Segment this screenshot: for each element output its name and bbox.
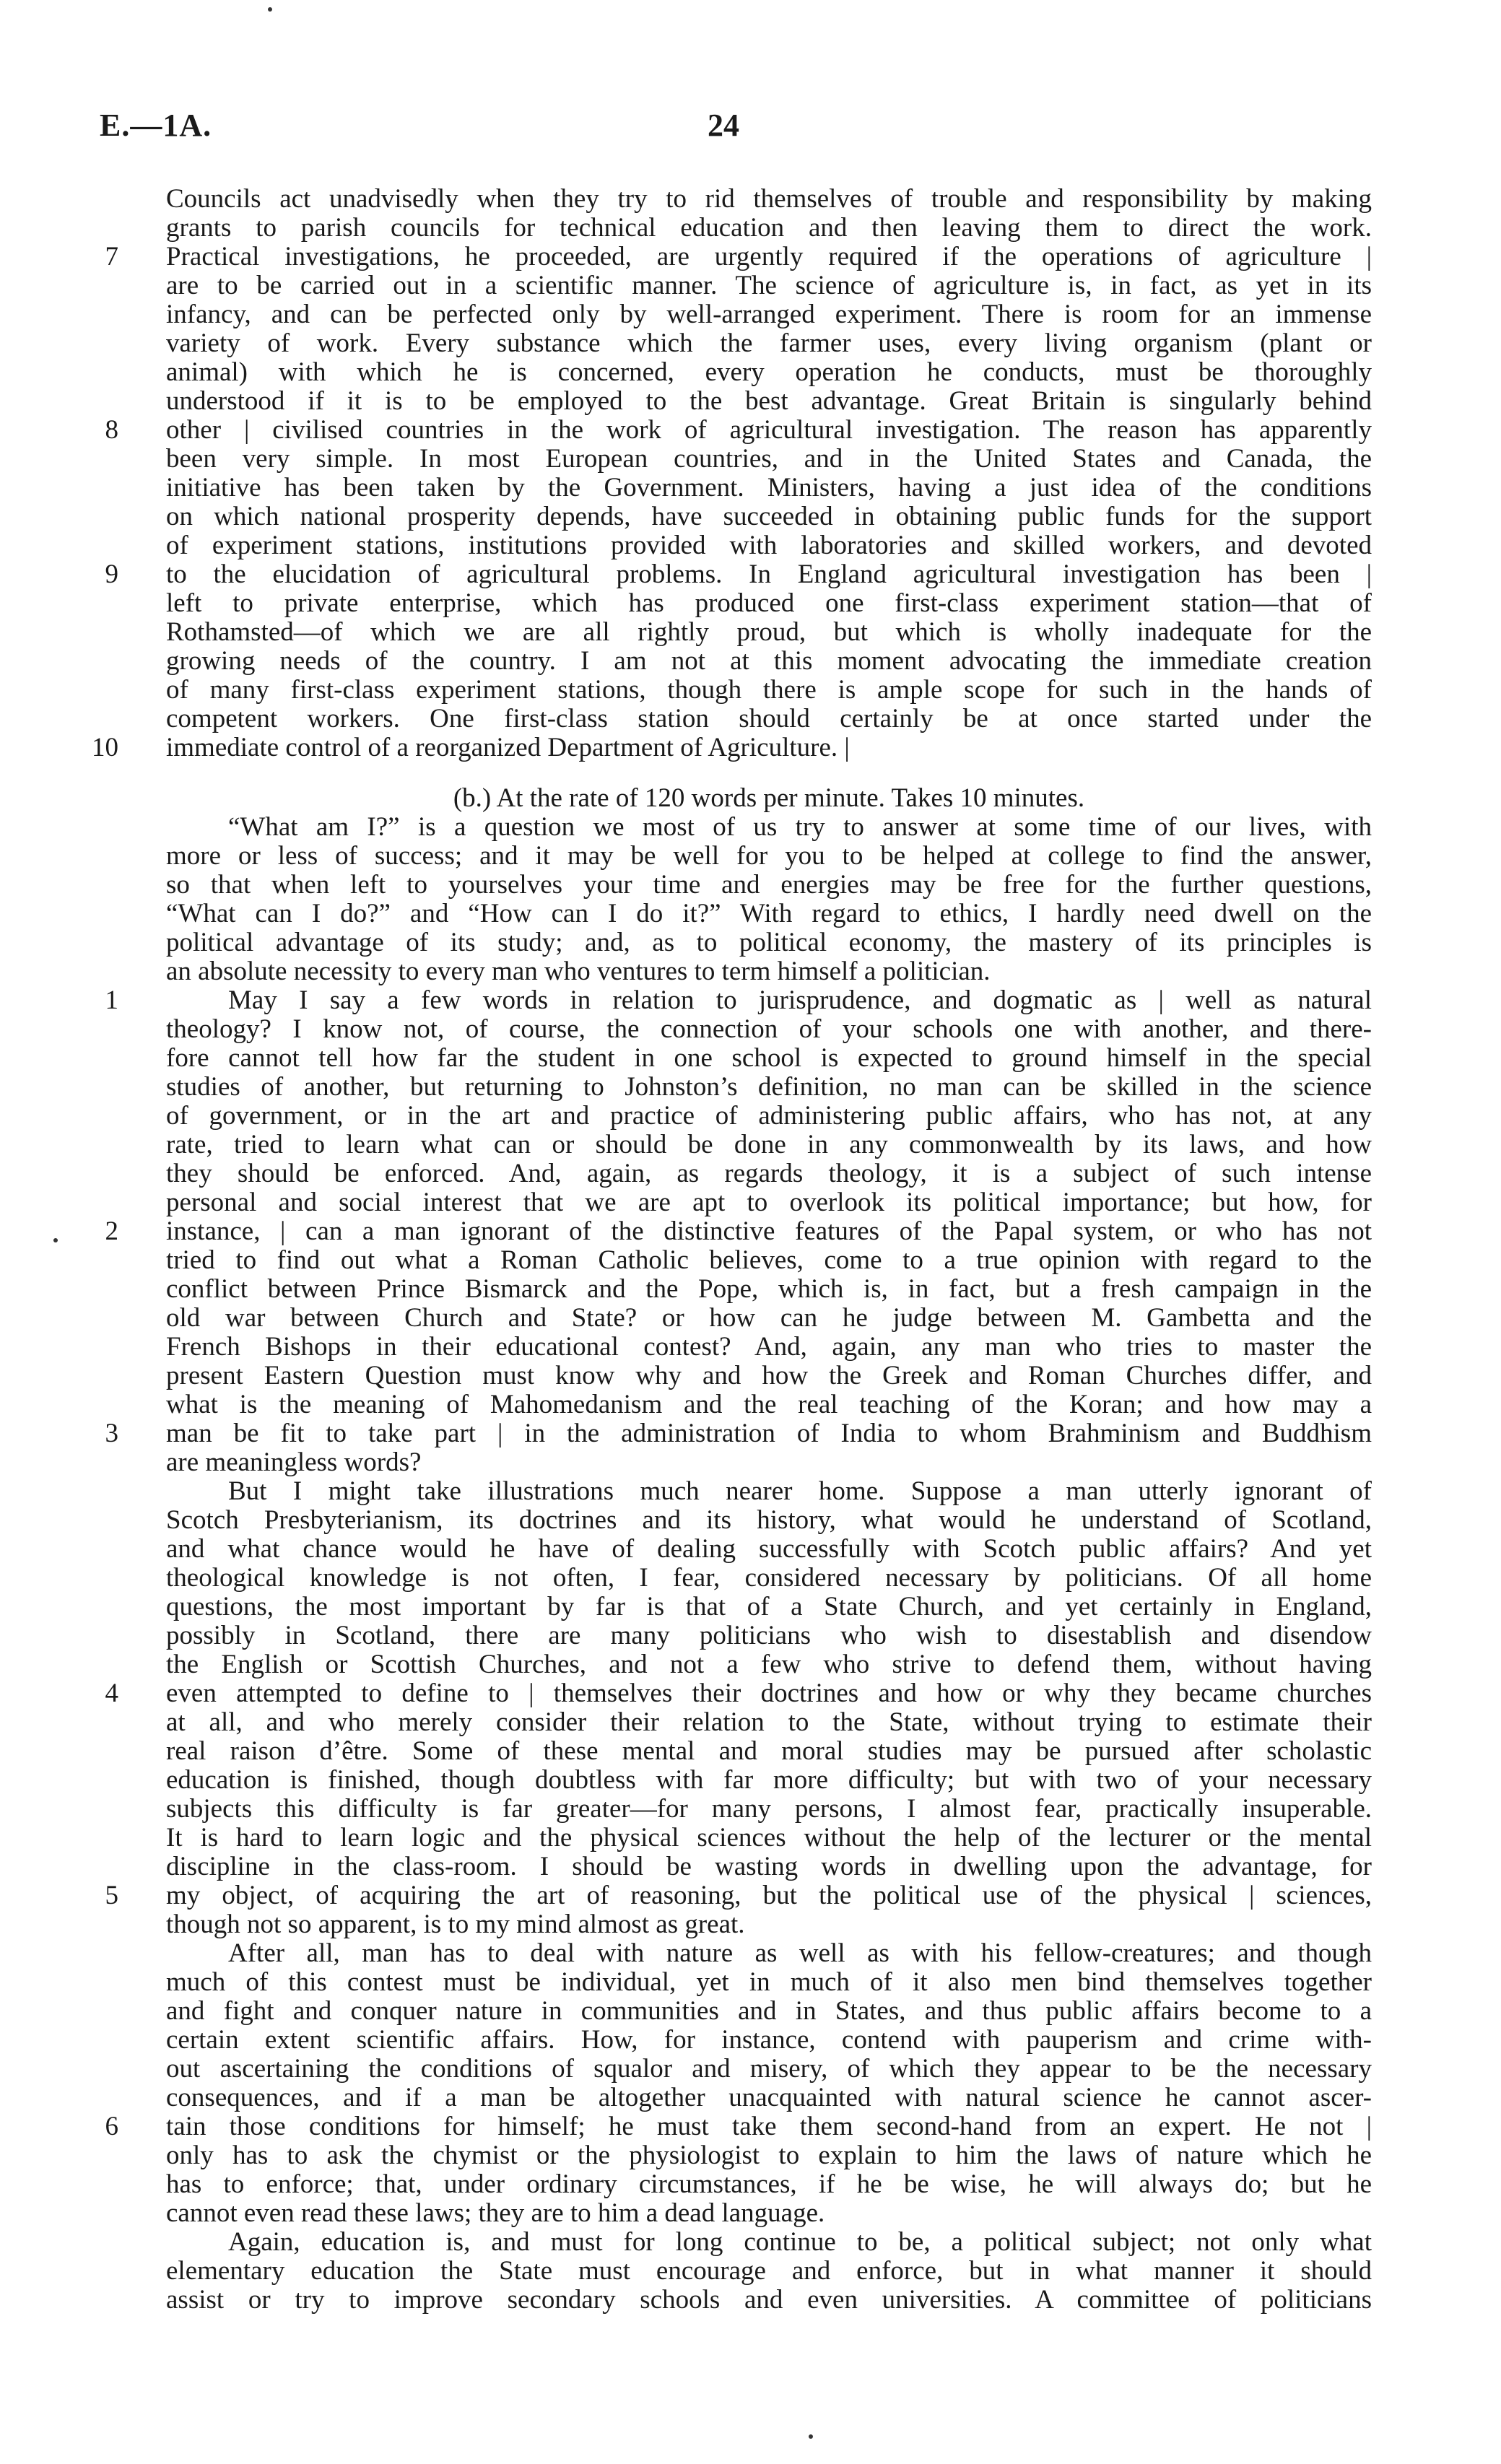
line-text: the English or Scottish Churches, and not a few who strive to defend them, without having (166, 1650, 1372, 1679)
line-text: of many first-class experiment stations, though there is ample scope for such in the hands of (166, 675, 1372, 705)
text-line (166, 1073, 1372, 1102)
line-text: much of this contest must be individual, yet in much of it also men bind themselves together (166, 1967, 1372, 1997)
line-text: old war between Church and State? or how can he judge between M. Gambetta and the (166, 1303, 1372, 1333)
line-text: understood if it is to be employed to the best advantage. Great Britain is singularly behind (166, 386, 1372, 416)
text-line (166, 1766, 1372, 1795)
stray-mark-bottom (809, 2434, 813, 2439)
margin-line-number: 8 (105, 415, 118, 445)
body-text (92, 184, 1372, 2315)
text-line (166, 1737, 1372, 1766)
line-text: rate, tried to learn what can or should be done in any commonwealth by its laws, and how (166, 1130, 1372, 1159)
text-line (166, 329, 1372, 358)
line-text: and what chance would he have of dealing successfully with Scotch public affairs? And yet (166, 1534, 1372, 1564)
line-text: an absolute necessity to every man who ventures to term himself a politician. (166, 957, 991, 986)
text-line (166, 589, 1372, 618)
line-text: only has to ask the chymist or the physiologist to explain to him the laws of nature which he (166, 2141, 1372, 2170)
text-line (166, 445, 1372, 474)
line-text: on which national prosperity depends, have succeeded in obtaining public funds for the support (166, 502, 1372, 531)
line-text: more or less of success; and it may be well for you to be helped at college to find the answer, (166, 841, 1372, 871)
margin-line-number: 7 (105, 242, 118, 271)
line-text: and fight and conquer nature in communities and in States, and thus public affairs become to a (166, 1996, 1372, 2026)
text-line (166, 1448, 1372, 1477)
line-text: discipline in the class-room. I should be wasting words in dwelling upon the advantage, for (166, 1852, 1372, 1881)
text-line (166, 1708, 1372, 1737)
text-line (166, 358, 1372, 387)
line-text: competent workers. One first-class station should certainly be at once started under the (166, 704, 1372, 733)
text-line (166, 2170, 1372, 2199)
text-line (166, 2026, 1372, 2055)
line-text: growing needs of the country. I am not at this moment advocating the immediate creation (166, 646, 1372, 676)
line-text: subjects this difficulty is far greater—for many persons, I almost fear, practically insuperable. (166, 1794, 1372, 1824)
text-line (166, 618, 1372, 647)
line-text: fore cannot tell how far the student in one school is expected to ground himself in the special (166, 1043, 1372, 1073)
text-line (166, 676, 1372, 705)
line-text: personal and social interest that we are apt to overlook its political importance; but how, for (166, 1188, 1372, 1217)
line-text: of government, or in the art and practice of administering public affairs, who has not, at any (166, 1101, 1372, 1131)
text-line (166, 271, 1372, 300)
line-text: at all, and who merely consider their relation to the State, without trying to estimate their (166, 1707, 1372, 1737)
margin-line-number: 3 (105, 1419, 118, 1448)
text-line (166, 1246, 1372, 1275)
line-text: Rothamsted—of which we are all rightly proud, but which is wholly inadequate for the (166, 617, 1372, 647)
text-line (166, 1188, 1372, 1217)
text-line (166, 1159, 1372, 1188)
stray-mark-top (268, 7, 272, 12)
text-line (166, 1824, 1372, 1853)
text-line (166, 1650, 1372, 1679)
text-line (166, 1275, 1372, 1304)
text-line (166, 387, 1372, 416)
page-header (0, 0, 1501, 159)
text-line (166, 2084, 1372, 2112)
line-text: May I say a few words in relation to jurisprudence, and dogmatic as | well as natural (228, 985, 1372, 1015)
margin-line-number: 6 (105, 2112, 118, 2141)
text-line (166, 1102, 1372, 1131)
text-line (166, 705, 1372, 733)
text-line (166, 2141, 1372, 2170)
line-text: other | civilised countries in the work of agricultural investigation. The reason has apparently (166, 415, 1372, 445)
page-number: 24 (708, 108, 739, 143)
line-text: are to be carried out in a scientific manner. The science of agriculture is, in fact, as yet in its (166, 271, 1372, 300)
line-text: Scotch Presbyterianism, its doctrines and its history, what would he understand of Scotland, (166, 1505, 1372, 1535)
margin-line-number: 9 (105, 560, 118, 589)
section-heading (166, 784, 1372, 813)
line-text: though not so apparent, is to my mind almost as great. (166, 1910, 745, 1939)
text-line (166, 900, 1372, 928)
line-text: questions, the most important by far is that of a State Church, and yet certainly in England, (166, 1592, 1372, 1621)
line-text: “What can I do?” and “How can I do it?” With regard to ethics, I hardly need dwell on the (166, 899, 1372, 928)
line-text: even attempted to define to | themselves their doctrines and how or why they became churches (166, 1679, 1372, 1708)
line-text: of experiment stations, institutions provided with laboratories and skilled workers, and devoted (166, 531, 1372, 560)
text-line (166, 647, 1372, 676)
text-line (166, 2055, 1372, 2084)
text-line (166, 214, 1372, 243)
text-line (166, 1477, 1372, 1506)
line-text: theological knowledge is not often, I fear, considered necessary by politicians. Of all home (166, 1563, 1372, 1593)
margin-line-number: 5 (105, 1881, 118, 1910)
text-line (166, 1910, 1372, 1939)
text-line (105, 1679, 1372, 1708)
document-reference: E.—1A. (100, 108, 212, 143)
text-line (92, 733, 1372, 762)
text-line (166, 871, 1372, 900)
line-text: grants to parish councils for technical education and then leaving them to direct the work. (166, 213, 1372, 243)
line-text: education is finished, though doubtless with far more difficulty; but with two of your necessary (166, 1765, 1372, 1795)
line-text: real raison d’être. Some of these mental and moral studies may be pursued after scholastic (166, 1736, 1372, 1766)
line-text: certain extent scientific affairs. How, for instance, contend with pauperism and crime with- (166, 2025, 1372, 2055)
text-line (166, 2228, 1372, 2257)
text-line (166, 1015, 1372, 1044)
text-line (166, 1304, 1372, 1333)
text-line (166, 2257, 1372, 2286)
line-text: “What am I?” is a question we most of us try to answer at some time of our lives, with (228, 812, 1372, 842)
text-line (166, 300, 1372, 329)
line-text: consequences, and if a man be altogether unacquainted with natural science he cannot ascer- (166, 2083, 1372, 2112)
line-text: elementary education the State must encourage and enforce, but in what manner it should (166, 2256, 1372, 2286)
text-line (166, 813, 1372, 842)
text-line (166, 1333, 1372, 1362)
text-line (166, 185, 1372, 214)
margin-line-number: 4 (105, 1679, 118, 1708)
text-line (105, 1419, 1372, 1448)
text-line (105, 1881, 1372, 1910)
text-line (166, 1968, 1372, 1997)
line-text: cannot even read these laws; they are to him a dead language. (166, 2198, 825, 2228)
text-line (105, 242, 1372, 271)
text-line (166, 957, 1372, 986)
text-line (166, 502, 1372, 531)
line-text: tain those conditions for himself; he must take them second-hand from an expert. He not | (166, 2112, 1372, 2141)
text-line (166, 842, 1372, 871)
text-line (166, 1621, 1372, 1650)
margin-line-number: 2 (105, 1216, 118, 1246)
line-text: infancy, and can be perfected only by well-arranged experiment. There is room for an immense (166, 300, 1372, 329)
text-line (166, 1564, 1372, 1593)
text-line (166, 1939, 1372, 1968)
margin-line-number: 10 (92, 733, 118, 762)
line-text: what is the meaning of Mahomedanism and the real teaching of the Koran; and how may a (166, 1390, 1372, 1419)
line-text: Practical investigations, he proceeded, are urgently required if the operations of agriculture | (166, 242, 1372, 271)
line-text: conflict between Prince Bismarck and the Pope, which is, in fact, but a fresh campaign in the (166, 1274, 1372, 1304)
line-text: man be fit to take part | in the administration of India to whom Brahminism and Buddhism (166, 1419, 1372, 1448)
text-line (166, 474, 1372, 502)
line-text: left to private enterprise, which has produced one first-class experiment station—that of (166, 588, 1372, 618)
line-text: instance, | can a man ignorant of the distinctive features of the Papal system, or who has not (166, 1216, 1372, 1246)
line-text: animal) with which he is concerned, every operation he conducts, must be thoroughly (166, 357, 1372, 387)
line-text: my object, of acquiring the art of reasoning, but the political use of the physical | sciences, (166, 1881, 1372, 1910)
line-text: After all, man has to deal with nature as well as with his fellow-creatures; and though (228, 1938, 1372, 1968)
text-line (166, 1131, 1372, 1159)
text-line (166, 1593, 1372, 1621)
line-text: But I might take illustrations much nearer home. Suppose a man utterly ignorant of (228, 1476, 1372, 1506)
margin-line-number: 1 (105, 985, 118, 1015)
line-text: immediate control of a reorganized Department of Agriculture. | (166, 733, 850, 762)
text-line (166, 1506, 1372, 1535)
text-line (105, 2112, 1372, 2141)
text-line (166, 1535, 1372, 1564)
line-text: Again, education is, and must for long continue to be, a political subject; not only what (228, 2227, 1372, 2257)
line-text: so that when left to yourselves your time and energies may be free for the further questions, (166, 870, 1372, 900)
line-text: French Bishops in their educational contest? And, again, any man who tries to master the (166, 1332, 1372, 1362)
text-line (166, 2286, 1372, 2315)
text-line (166, 1390, 1372, 1419)
text-line (166, 2199, 1372, 2228)
line-text: to the elucidation of agricultural problems. In England agricultural investigation has been | (166, 560, 1372, 589)
line-text: has to enforce; that, under ordinary circumstances, if he be wise, he will always do; but he (166, 2169, 1372, 2199)
stray-mark-left (53, 1238, 58, 1242)
line-text: Councils act unadvisedly when they try to rid themselves of trouble and responsibility by making (166, 184, 1372, 214)
text-line (166, 1853, 1372, 1881)
text-line (166, 928, 1372, 957)
line-text: (b.) At the rate of 120 words per minute. Takes 10 minutes. (453, 783, 1085, 813)
line-text: assist or try to improve secondary schools and even universities. A committee of politicians (166, 2285, 1372, 2315)
text-line (105, 415, 1372, 445)
line-text: are meaningless words? (166, 1448, 422, 1477)
line-text: they should be enforced. And, again, as regards theology, it is a subject of such intense (166, 1159, 1372, 1188)
text-line (105, 1216, 1372, 1246)
line-text: possibly in Scotland, there are many politicians who wish to disestablish and disendow (166, 1621, 1372, 1650)
text-line (166, 1997, 1372, 2026)
text-line (105, 560, 1372, 589)
text-line (166, 1362, 1372, 1390)
line-text: tried to find out what a Roman Catholic believes, come to a true opinion with regard to the (166, 1245, 1372, 1275)
line-text: variety of work. Every substance which the farmer uses, every living organism (plant or (166, 328, 1372, 358)
line-text: theology? I know not, of course, the connection of your schools one with another, and there- (166, 1014, 1372, 1044)
line-text: It is hard to learn logic and the physical sciences without the help of the lecturer or the mental (166, 1823, 1372, 1853)
line-text: present Eastern Question must know why and how the Greek and Roman Churches differ, and (166, 1361, 1372, 1390)
line-text: out ascertaining the conditions of squalor and misery, of which they appear to be the necessary (166, 2054, 1372, 2084)
line-text: political advantage of its study; and, as to political economy, the mastery of its principles is (166, 928, 1372, 957)
text-line (166, 531, 1372, 560)
line-text: been very simple. In most European countries, and in the United States and Canada, the (166, 444, 1372, 474)
text-line (166, 1044, 1372, 1073)
line-text: studies of another, but returning to Johnston’s definition, no man can be skilled in the science (166, 1072, 1372, 1102)
line-text: initiative has been taken by the Government. Ministers, having a just idea of the conditions (166, 473, 1372, 502)
text-line (166, 1795, 1372, 1824)
text-line (105, 985, 1372, 1015)
